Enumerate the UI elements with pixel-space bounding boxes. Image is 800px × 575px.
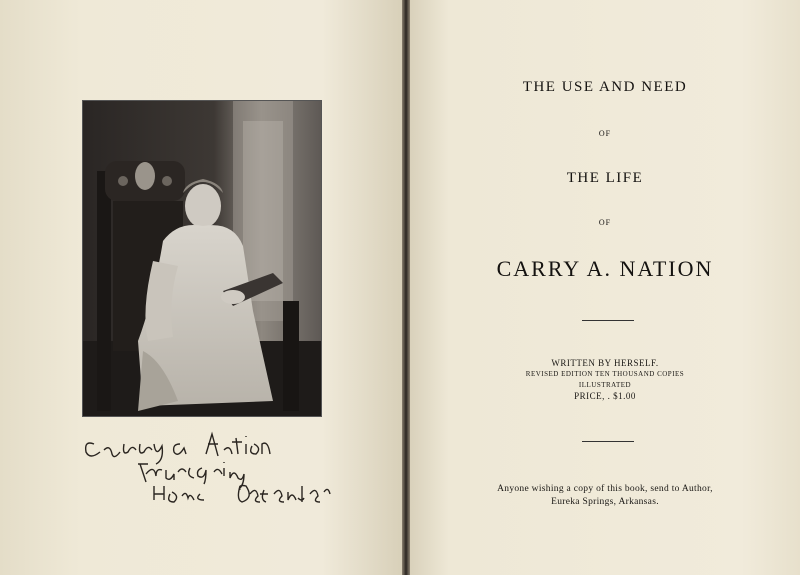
portrait-photo xyxy=(82,100,322,417)
divider-rule xyxy=(582,320,634,321)
price-note: PRICE, . $1.00 xyxy=(574,391,636,401)
edition-note: REVISED EDITION TEN THOUSAND COPIES xyxy=(525,370,685,378)
credits-block xyxy=(410,358,800,402)
right-page xyxy=(410,0,800,575)
written-by: WRITTEN BY HERSELF. xyxy=(551,358,659,368)
book-gutter xyxy=(402,0,410,575)
footer-line-1: Anyone wishing a copy of this book, send to Author, xyxy=(497,484,713,494)
footer-line-2: Eureka Springs, Arkansas. xyxy=(551,497,659,507)
title-line-2: THE LIFE xyxy=(566,170,644,186)
handwritten-inscription xyxy=(80,430,340,525)
divider-rule xyxy=(582,441,634,442)
illustrated-note: ILLUSTRATED xyxy=(578,381,632,389)
inscription-line1: Carry A. Nation xyxy=(80,430,87,431)
author-name: CARRY A. NATION xyxy=(496,256,714,281)
title-of-1: OF xyxy=(598,129,612,138)
title-line-1: THE USE AND NEED xyxy=(522,79,688,95)
portrait-photo-illustration xyxy=(83,101,321,416)
footer-note xyxy=(410,483,800,509)
title-of-2: OF xyxy=(598,218,612,227)
